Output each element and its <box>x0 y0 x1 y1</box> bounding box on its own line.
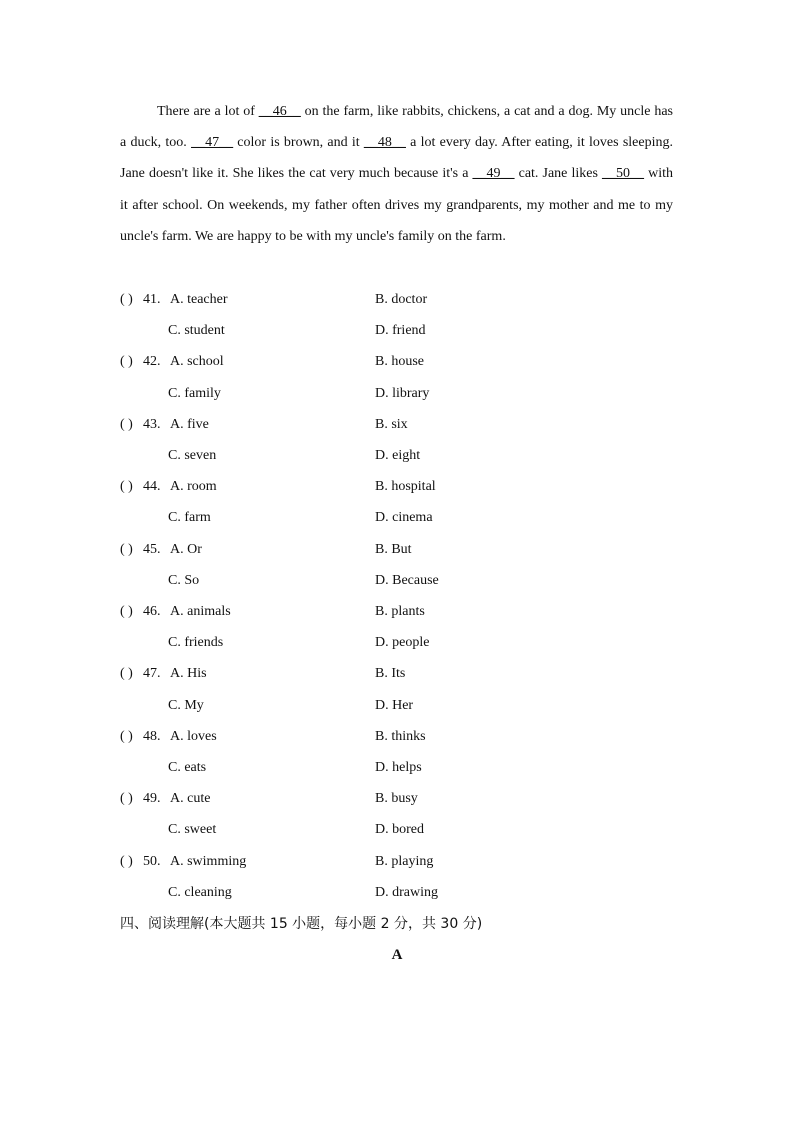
option-a: A. swimming <box>170 853 247 869</box>
question-number: 46. <box>143 604 161 619</box>
option-b: B. house <box>375 354 424 370</box>
option-d: D. friend <box>375 323 426 339</box>
option-a: A. animals <box>170 604 231 619</box>
option-d: D. drawing <box>375 884 438 900</box>
answer-blank[interactable]: ( ) <box>120 292 133 307</box>
blank-48: __48__ <box>363 135 406 151</box>
question-44 <box>120 471 680 533</box>
question-number: 47. <box>143 666 161 682</box>
question-46 <box>120 596 680 658</box>
option-a: A. His <box>170 666 207 682</box>
option-a: A. teacher <box>170 292 228 307</box>
question-45 <box>120 534 680 596</box>
option-d: D. Her <box>375 697 414 713</box>
answer-blank[interactable]: ( ) <box>120 791 133 807</box>
option-a: A. school <box>170 354 224 370</box>
question-number: 50. <box>143 853 161 869</box>
answer-blank[interactable]: ( ) <box>120 666 133 682</box>
passage-text-1: There are a lot of <box>157 104 259 119</box>
option-a: A. Or <box>170 541 202 557</box>
passage-paragraph <box>120 96 673 252</box>
option-d: D. eight <box>375 447 421 463</box>
option-b: B. plants <box>375 604 425 619</box>
passage-text-5: cat. Jane likes <box>514 166 603 182</box>
option-a: A. loves <box>170 728 217 744</box>
passage-text-6: with it after school. On weekends, my father often drives my grandparents, my mother and me to my uncle's farm. We are happy to be with my uncle's family on the farm. <box>120 166 673 244</box>
option-d: D. library <box>375 385 430 401</box>
question-41 <box>120 284 680 346</box>
question-number: 43. <box>143 416 161 432</box>
answer-blank[interactable]: ( ) <box>120 853 133 869</box>
option-a: A. five <box>170 416 209 432</box>
question-50 <box>120 846 680 908</box>
option-d: D. bored <box>375 822 424 838</box>
answer-blank[interactable]: ( ) <box>120 354 133 370</box>
blank-49: __49__ <box>472 166 515 182</box>
option-b: B. playing <box>375 853 434 869</box>
part-label: A <box>391 947 403 963</box>
question-43 <box>120 409 680 471</box>
question-47 <box>120 658 680 720</box>
option-b: B. six <box>375 416 408 432</box>
option-b: B. But <box>375 541 412 557</box>
passage-text-3: color is brown, and it <box>233 135 364 151</box>
blank-46: __46__ <box>258 104 301 119</box>
answer-blank[interactable]: ( ) <box>120 604 133 619</box>
answer-blank[interactable]: ( ) <box>120 416 133 432</box>
question-number: 42. <box>143 354 161 370</box>
option-d: D. helps <box>375 759 422 775</box>
question-48 <box>120 721 680 783</box>
option-c: C. So <box>168 572 200 588</box>
option-b: B. hospital <box>375 479 436 495</box>
passage-text-4: a lot every day. After eating, it loves sleeping. Jane doesn't like it. She likes the cat very much because it's a <box>120 135 673 182</box>
question-number: 44. <box>143 479 161 495</box>
question-number: 49. <box>143 791 161 807</box>
question-number: 41. <box>143 292 161 307</box>
section-heading: 四、阅读理解(本大题共 15 小题，每小题 2 分，共 30 分) <box>120 916 483 932</box>
option-b: B. busy <box>375 791 418 807</box>
option-c: C. sweet <box>168 822 217 838</box>
option-d: D. cinema <box>375 510 433 526</box>
option-b: B. thinks <box>375 728 426 744</box>
option-d: D. people <box>375 635 430 651</box>
option-c: C. eats <box>168 759 207 775</box>
option-c: C. student <box>168 323 225 339</box>
option-a: A. room <box>170 479 217 495</box>
option-a: A. cute <box>170 791 211 807</box>
answer-blank[interactable]: ( ) <box>120 479 133 495</box>
option-d: D. Because <box>375 572 439 588</box>
option-b: B. doctor <box>375 292 428 307</box>
cloze-passage <box>120 96 673 252</box>
blank-47: __47__ <box>191 135 234 151</box>
question-42 <box>120 346 680 408</box>
blank-50: __50__ <box>602 166 645 182</box>
option-c: C. family <box>168 385 221 401</box>
question-49 <box>120 783 680 845</box>
option-b: B. Its <box>375 666 406 682</box>
option-c: C. My <box>168 697 204 713</box>
option-c: C. seven <box>168 447 217 463</box>
passage-text-2: on the farm, like rabbits, chickens, a cat and a dog. My uncle has a duck, too. <box>120 104 673 151</box>
question-number: 48. <box>143 728 161 744</box>
answer-blank[interactable]: ( ) <box>120 541 133 557</box>
option-c: C. friends <box>168 635 224 651</box>
option-c: C. farm <box>168 510 211 526</box>
question-number: 45. <box>143 541 161 557</box>
option-c: C. cleaning <box>168 884 232 900</box>
answer-blank[interactable]: ( ) <box>120 728 133 744</box>
